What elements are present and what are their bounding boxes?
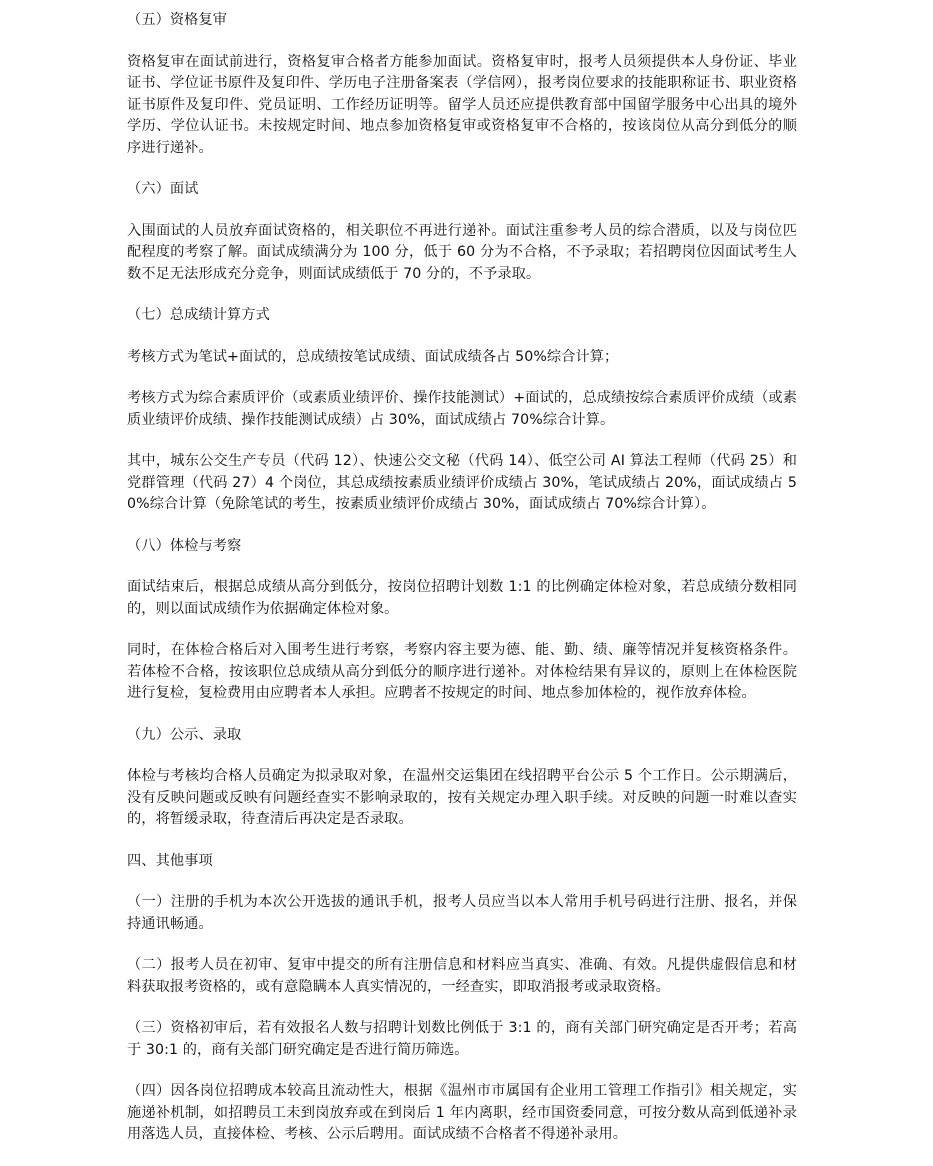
document-body <box>127 10 797 1166</box>
paragraph-other-1: （一）注册的手机为本次公开选拔的通讯手机，报考人员应当以本人常用手机号码进行注册、报名，并保持通讯畅通。 <box>127 894 797 932</box>
paragraph-inspection: 同时，在体检合格后对入围考生进行考察，考察内容主要为德、能、勤、绩、廉等情况并复核资格条件。若体检不合格，按该职位总成绩从高分到低分的顺序进行递补。对体检结果有异议的，原则上在体检医院进行复检，复检费用由应聘者本人承担。应聘者不按规定的时间、地点参加体检的，视作放弃体检。 <box>127 642 797 701</box>
section-heading-medical-exam: （八）体检与考察 <box>127 537 242 554</box>
paragraph-medical-exam: 面试结束后，根据总成绩从高分到低分，按岗位招聘计划数 1:1 的比例确定体检对象，若总成绩分数相同的，则以面试成绩作为依据确定体检对象。 <box>127 579 797 617</box>
section-heading-publicity: （九）公示、录取 <box>127 726 242 743</box>
paragraph-total-score-written: 考核方式为笔试+面试的，总成绩按笔试成绩、面试成绩各占 50%综合计算； <box>127 348 619 365</box>
paragraph-total-score-comprehensive: 考核方式为综合素质评价（或素质业绩评价、操作技能测试）+面试的，总成绩按综合素质评价成绩（或素质业绩评价成绩、操作技能测试成绩）占 30%，面试成绩占 70%综合计算。 <box>127 390 797 428</box>
section-heading-interview: （六）面试 <box>127 181 199 197</box>
paragraph-other-4: （四）因各岗位招聘成本较高且流动性大，根据《温州市市属国有企业用工管理工作指引》相关规定，实施递补机制，如招聘员工未到岗放弃或在到岗后 1 年内离职，经市国资委同意，可按分数从高到低递补录用落选人员，直接体检、考核、公示后聘用。面试成绩不合格者不得递补录用。 <box>127 1083 797 1142</box>
paragraph-total-score-special: 其中，城东公交生产专员（代码 12）、快速公交文秘（代码 14）、低空公司 AI 算法工程师（代码 25）和党群管理（代码 27）4 个岗位，其总成绩按素质业绩评价成绩占 30%，笔试成绩占 20%，面试成绩占 50%综合计算（免除笔试的考生，按素质业绩评价成绩占 30%，面试成绩占 70%综合计算）。 <box>127 453 797 512</box>
paragraph-qualification-review: 资格复审在面试前进行，资格复审合格者方能参加面试。资格复审时，报考人员须提供本人身份证、毕业证书、学位证书原件及复印件、学历电子注册备案表（学信网），报考岗位要求的技能职称证书、职业资格证书原件及复印件、党员证明、工作经历证明等。留学人员还应提供教育部中国留学服务中心出具的境外学历、学位认证书。未按规定时间、地点参加资格复审或资格复审不合格的，按该岗位从高分到低分的顺序进行递补。 <box>127 53 797 156</box>
section-heading-total-score: （七）总成绩计算方式 <box>127 307 270 323</box>
section-heading-qualification-review: （五）资格复审 <box>127 12 228 28</box>
paragraph-other-3: （三）资格初审后，若有效报名人数与招聘计划数比例低于 3:1 的，商有关部门研究确定是否开考；若高于 30:1 的，商有关部门研究确定是否进行简历筛选。 <box>127 1020 797 1058</box>
paragraph-other-2: （二）报考人员在初审、复审中提交的所有注册信息和材料应当真实、准确、有效。凡提供虚假信息和材料获取报考资格的，或有意隐瞒本人真实情况的，一经查实，即取消报考或录取资格。 <box>127 957 797 995</box>
paragraph-publicity: 体检与考核均合格人员确定为拟录取对象，在温州交运集团在线招聘平台公示 5 个工作日。公示期满后，没有反映问题或反映有问题经查实不影响录取的，按有关规定办理入职手续。对反映的问题一时难以查实的，将暂缓录取，待查清后再决定是否录取。 <box>127 768 797 827</box>
paragraph-interview: 入围面试的人员放弃面试资格的，相关职位不再进行递补。面试注重参考人员的综合潜质，以及与岗位匹配程度的考察了解。面试成绩满分为 100 分，低于 60 分为不合格，不予录取；若招聘岗位因面试考生人数不足无法形成充分竞争，则面试成绩低于 70 分的，不予录取。 <box>127 222 797 282</box>
section-heading-other-matters: 四、其他事项 <box>127 852 213 869</box>
